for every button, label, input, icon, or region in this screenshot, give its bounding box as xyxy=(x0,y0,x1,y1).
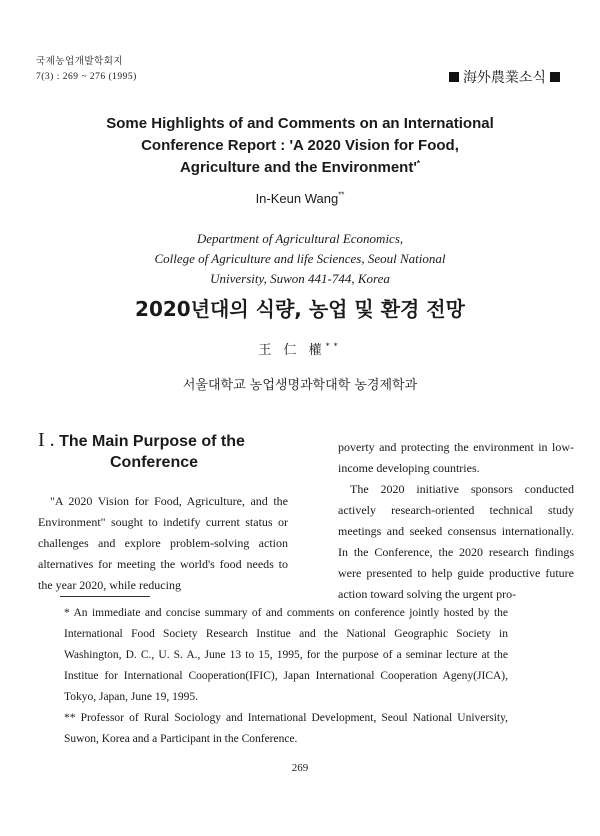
body-paragraph: The 2020 initiative sponsors conducted actively research-oriented technical study meetings and seeked consensus internationally. In the Conference, the 2020 research findings were presented to help guide productive future action toward solving the urgent pro- xyxy=(338,482,574,601)
title-footnote-marker: * xyxy=(416,159,421,168)
page-number: 269 xyxy=(291,762,309,774)
section-tag-label: 海外農業소식 xyxy=(462,70,546,86)
author-footnote-marker: ** xyxy=(338,190,345,200)
korean-author-name: 王 仁 權 xyxy=(258,343,326,358)
section-heading-line-2: Conference xyxy=(110,454,199,471)
right-column xyxy=(338,437,574,605)
section-heading xyxy=(38,430,288,473)
korean-author xyxy=(0,339,600,358)
affiliation-line-1: Department of Agricultural Economics, xyxy=(196,231,404,246)
section-tag xyxy=(449,67,560,87)
affiliation-line-2: College of Agriculture and life Sciences, Seoul National xyxy=(154,251,446,266)
journal-info xyxy=(36,55,137,85)
affiliation-line-3: University, Suwon 441-744, Korea xyxy=(210,271,390,286)
author-name: In-Keun Wang xyxy=(255,191,339,206)
left-column xyxy=(38,430,288,596)
body-paragraph: "A 2020 Vision for Food, Agriculture, and the Environment" sought to indetify current status or challenges and explore problem-solving action alternatives for meeting the world's food needs to the year 2020, while reducing xyxy=(38,494,288,592)
section-number: I . xyxy=(38,429,55,451)
paper-title xyxy=(60,113,540,179)
author xyxy=(0,191,600,206)
body-paragraph: poverty and protecting the environment in low-income developing countries. xyxy=(338,440,574,475)
footnote-divider xyxy=(60,596,150,597)
korean-affiliation: 서울대학교 농업생명과학대학 농경제학과 xyxy=(182,378,418,393)
journal-volume-pages: 7(3) : 269 ~ 276 (1995) xyxy=(36,72,137,82)
section-heading-line-1: The Main Purpose of the xyxy=(59,433,245,450)
title-line-1: Some Highlights of and Comments on an International xyxy=(106,115,494,132)
journal-name: 국제농업개발학회지 xyxy=(36,57,124,67)
korean-title: 2020년대의 식량, 농업 및 환경 전망 xyxy=(135,297,465,321)
affiliation xyxy=(0,229,600,289)
korean-author-marker: ** xyxy=(325,341,342,351)
square-bullet-icon xyxy=(449,72,459,82)
title-line-2: Conference Report : 'A 2020 Vision for Food, xyxy=(141,137,459,154)
title-line-3-text: Agriculture and the Environment' xyxy=(179,159,417,176)
square-bullet-icon xyxy=(550,72,560,82)
footnote-1: * An immediate and concise summary of and comments on conference jointly hosted by the International Food Society Research Institue and the National Geographic Society in Washington, D. C., U. S. A., June 13 to 15, 1995, for the purpose of a seminar lecture at the Institue for International Cooperation(IFIC), Japan International Cooperation Ageny(JICA), Tokyo, Japan, June 19, 1995. xyxy=(64,607,508,703)
title-line-3 xyxy=(60,157,540,179)
footnotes xyxy=(64,603,508,750)
footnote-2: ** Professor of Rural Sociology and International Development, Seoul National University, Suwon, Korea and a Participant in the Conference. xyxy=(64,712,508,745)
